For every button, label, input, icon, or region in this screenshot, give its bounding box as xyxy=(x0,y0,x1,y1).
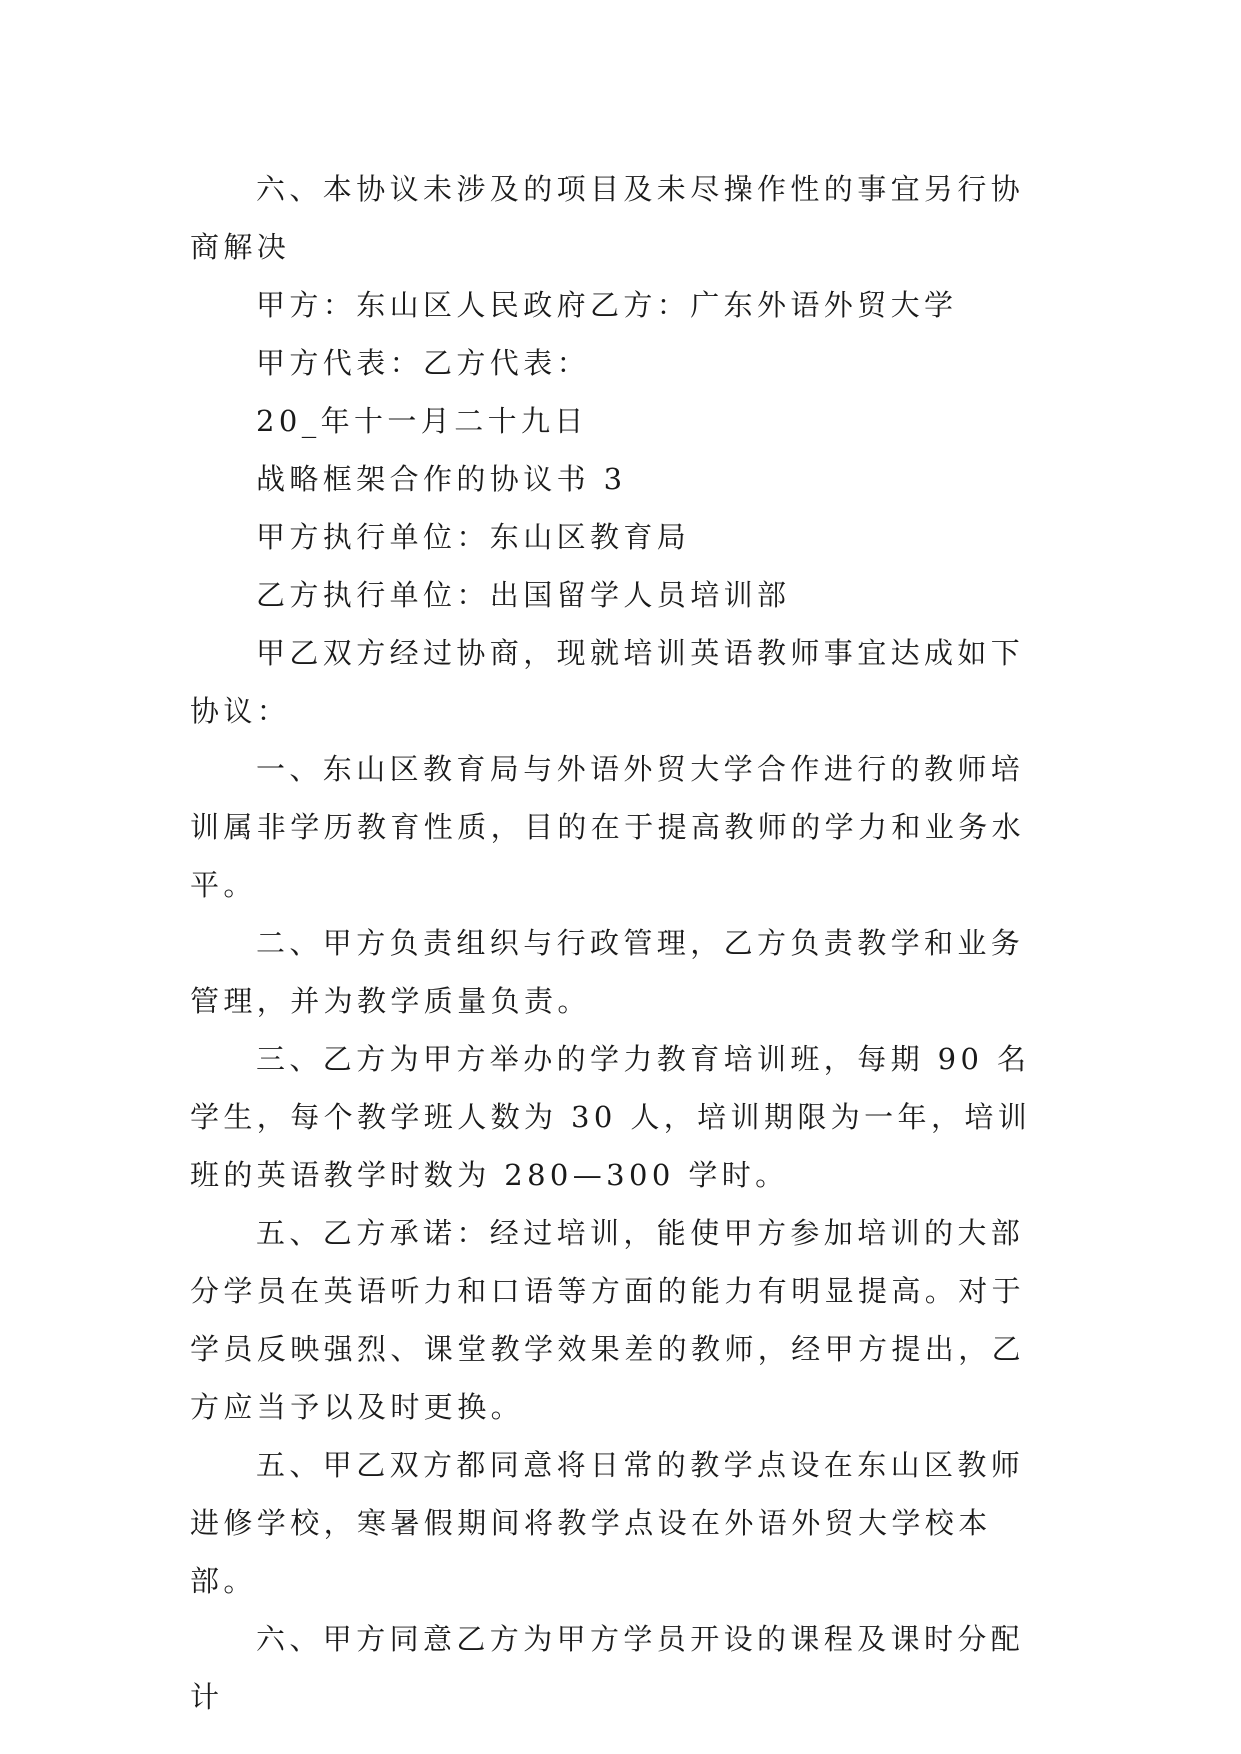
section-title: 战略框架合作的协议书 3 xyxy=(256,462,627,496)
document-body xyxy=(190,160,1052,1726)
clause-3: 三、乙方为甲方举办的学力教育培训班，每期 90 名学生，每个教学班人数为 30 人，培训期限为一年，培训班的英语教学时数为 280—300 学时。 xyxy=(190,1042,1032,1192)
paragraph-unaddressed-matters: 六、本协议未涉及的项目及未尽操作性的事宜另行协商解决 xyxy=(190,172,1025,264)
clause-6-courses: 六、甲方同意乙方为甲方学员开设的课程及课时分配计 xyxy=(190,1622,1025,1714)
paragraph-intro: 甲乙双方经过协商，现就培训英语教师事宜达成如下协议： xyxy=(190,636,1025,728)
clause-2: 二、甲方负责组织与行政管理，乙方负责教学和业务管理，并为教学质量负责。 xyxy=(190,926,1025,1018)
paragraph-party-b-unit: 乙方执行单位：出国留学人员培训部 xyxy=(256,578,791,612)
clause-1: 一、东山区教育局与外语外贸大学合作进行的教师培训属非学历教育性质，目的在于提高教师的学力和业务水平。 xyxy=(190,752,1026,902)
clause-5-location: 五、甲乙双方都同意将日常的教学点设在东山区教师进修学校，寒暑假期间将教学点设在外语外贸大学校本部。 xyxy=(190,1448,1025,1598)
paragraph-date: 20_年十一月二十九日 xyxy=(256,404,588,438)
paragraph-party-a-unit: 甲方执行单位：东山区教育局 xyxy=(256,520,691,554)
paragraph-representatives: 甲方代表：乙方代表： xyxy=(256,346,591,380)
paragraph-parties: 甲方：东山区人民政府乙方：广东外语外贸大学 xyxy=(256,288,958,322)
clause-5-commitment: 五、乙方承诺：经过培训，能使甲方参加培训的大部分学员在英语听力和口语等方面的能力有明显提高。对于学员反映强烈、课堂教学效果差的教师，经甲方提出，乙方应当予以及时更换。 xyxy=(190,1216,1026,1424)
